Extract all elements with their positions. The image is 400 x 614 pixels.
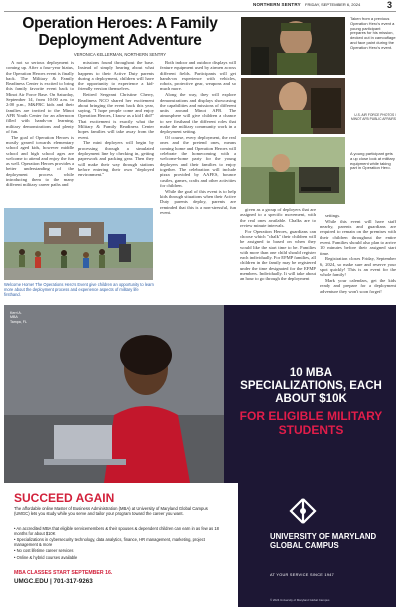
paragraph: Retired Sergeant Christine Cherry, Readiness NCO shared her excitement about bringing the event back this year, saying, "I hope people come and enjoy Operation Heroes, I know as a kid I did!" That excitement is exactly what the Military & Family Readiness Center hopes families will take away from the event. <box>78 92 154 140</box>
article-column-4 <box>240 207 316 282</box>
ad-headline: 10 MBA SPECIALIZATIONS, EACH ABOUT $10K <box>240 367 382 405</box>
paragraph: Of course, every deployment, the real ones and the pretend ones, means coming home and Operation Heroes will celebrate the homecoming with a welcome-home party for the young deployers and their families to enjoy together. The celebration will include pizza provided by AAFES, bounce castles, games, crafts and other activities for children. <box>160 135 236 188</box>
ad-contact-link[interactable]: UMGC.EDU | 701-317-9263 <box>14 578 93 585</box>
umgc-copyright: © 2024 University of Maryland Global Campus <box>270 598 330 602</box>
umgc-logo-icon <box>290 498 316 524</box>
paragraph: Mark your calendars, get the kids ready and prepare for a deployment adventure they won't soon forget! <box>320 278 396 294</box>
article-column-2 <box>78 60 154 186</box>
list-item: • Online & hybrid courses available <box>14 555 229 560</box>
event-photo-main <box>4 208 153 280</box>
ad-photo <box>4 305 224 483</box>
paragraph: The goal of Operation Heroes is mostly geared towards elementary school aged kids, however middle school and high school ages are welcome to attend and enjoy the fun as well. Operation Heroes provides a better understanding of the deployment process while introducing them to the many different military career paths and <box>6 134 74 188</box>
paragraph: Both indoor and outdoor displays will feature equipment used by airmen across different fields. Participants will get hands-on experience with vehicles, robots, protective gear, weapons and so much more. <box>160 60 236 92</box>
paragraph: For Operation Heroes, guardians can choose which "chalk" their children will be assigned to based on when they would like the start time to be. Families with more than one child should register each individually. For EFMP families, all children in the family may be registered under the time designated for the EFMP members. Individually. It will take about an hour to go through the deployment <box>240 228 316 282</box>
list-item: • Specializations in cybersecurity technology, data analytics, finance, HR management, marketing, project management & more <box>14 537 229 547</box>
paragraph: A not so serious deployment is coming up. After a four-year hiatus, the Operation Heroes event is finally back. The Military & Family Readiness Center is excited to bring this family favorite event back to Minot Air Force Base. On Saturday, September 14, from 10:00 a.m. to 2:00 p.m., M&FRC kids and their families are invited to the Minot AFB Youth Center for an afternoon filled with hands-on learning, military demonstrations and plenty of fun. <box>6 60 74 134</box>
article-byline: VERONICA KELLERMAN, NORTHERN SENTRY <box>73 52 167 57</box>
paragraph: Registration closes Friday, September 6, 2024, so make sure and reserve your spot quickly! This is an event for the whole family! <box>320 256 396 278</box>
ad-succeed-heading: SUCCEED AGAIN <box>14 491 115 505</box>
paragraph: settings. <box>325 213 341 218</box>
paragraph: While this event will have staff nearby, parents and guardians are required to remain on the premises with their children throughout the entire event. Families should also plan to arrive 10 minutes before their assigned start time. <box>320 218 396 256</box>
event-photo-middle <box>241 137 345 204</box>
issue-date: FRIDAY, SEPTEMBER 6, 2024 <box>305 2 361 7</box>
section-name: NORTHERN SENTRY <box>253 2 301 7</box>
page-header <box>0 0 400 10</box>
ad-start-date: MBA CLASSES START SEPTEMBER 16. <box>14 570 113 576</box>
page-number: 3 <box>387 0 393 10</box>
photo-caption-top: Taken from a previous Operation Hero's event a young participant prepares for his mission, decked out in camouflage and face paint during the Operation Hero's event. <box>350 16 396 50</box>
list-item: • An accredited MBA that eligible servicemembers & their spouses & dependent children can earn in as few as 18 months for about $10K <box>14 526 229 536</box>
paragraph: The mini deployers will begin by processing through a simulated deployment line by checking in, getting paperwork and packing gear. Then they will make their way through stations before entering their own "deployed environment." <box>78 140 154 178</box>
header-rule <box>4 11 396 12</box>
ad-eligibility: FOR ELIGIBLE MILITARY STUDENTS <box>239 409 383 437</box>
article-headline: Operation Heroes: A Family Deployment Adventure <box>22 15 218 49</box>
ad-description: The affordable online Master of Business Administration (MBA) at University of Maryland Global Campus (UMGC) lets you study while you serve and tailor your program toward the career you want. <box>14 506 208 516</box>
paragraph: given as a group of deployers that are assigned to a specific movement, with the real ones available. Chalks are to review minute intervals. <box>240 207 316 228</box>
paragraph: While the goal of this event is to help kids through situations when their Active Duty parents deploy, parents are reminded that this is a non-stressful, fun event. <box>160 188 236 215</box>
paragraph: missions found throughout the base. Instead of simply hearing about what happens to their Active Duty parents during a deployment, children will have the opportunity to experience a kid-friendly version themselves. <box>78 60 154 92</box>
ad-testimonial-name: Kerri A. MBA Tampa, FL <box>10 311 27 324</box>
event-photo-top <box>241 17 345 75</box>
photo-caption-middle: A young participant gets a up close look at military equipment while taking part in Operation Hero. <box>350 151 395 171</box>
event-photo-second <box>241 78 345 134</box>
photo-credit: U.S. AIR FORCE PHOTOS / MINOT AFB PUBLIC AFFAIRS <box>350 113 396 121</box>
umgc-tagline: AT YOUR SERVICE SINCE 1947 <box>270 573 335 577</box>
umgc-name: UNIVERSITY OF MARYLAND GLOBAL CAMPUS <box>270 532 377 550</box>
photo-caption-main: Welcome Home! The Operations Hero's Event give children an opportunity to learn more about the deployment process and experience aspects of military life firsthand. <box>4 282 154 297</box>
paragraph: Along the way, they will explore demonstrations and displays showcasing the capabilities and missions of different units around Minot AFB. The atmosphere will give children a chance to see firsthand the different roles that make the military community work in a deployment setting. <box>160 92 236 135</box>
list-item: • No cost lifetime career services <box>14 548 229 553</box>
article-column-5 <box>320 213 396 294</box>
article-column-1 <box>6 60 74 206</box>
ad-benefits-list <box>14 526 229 561</box>
article-column-3 <box>160 60 236 215</box>
